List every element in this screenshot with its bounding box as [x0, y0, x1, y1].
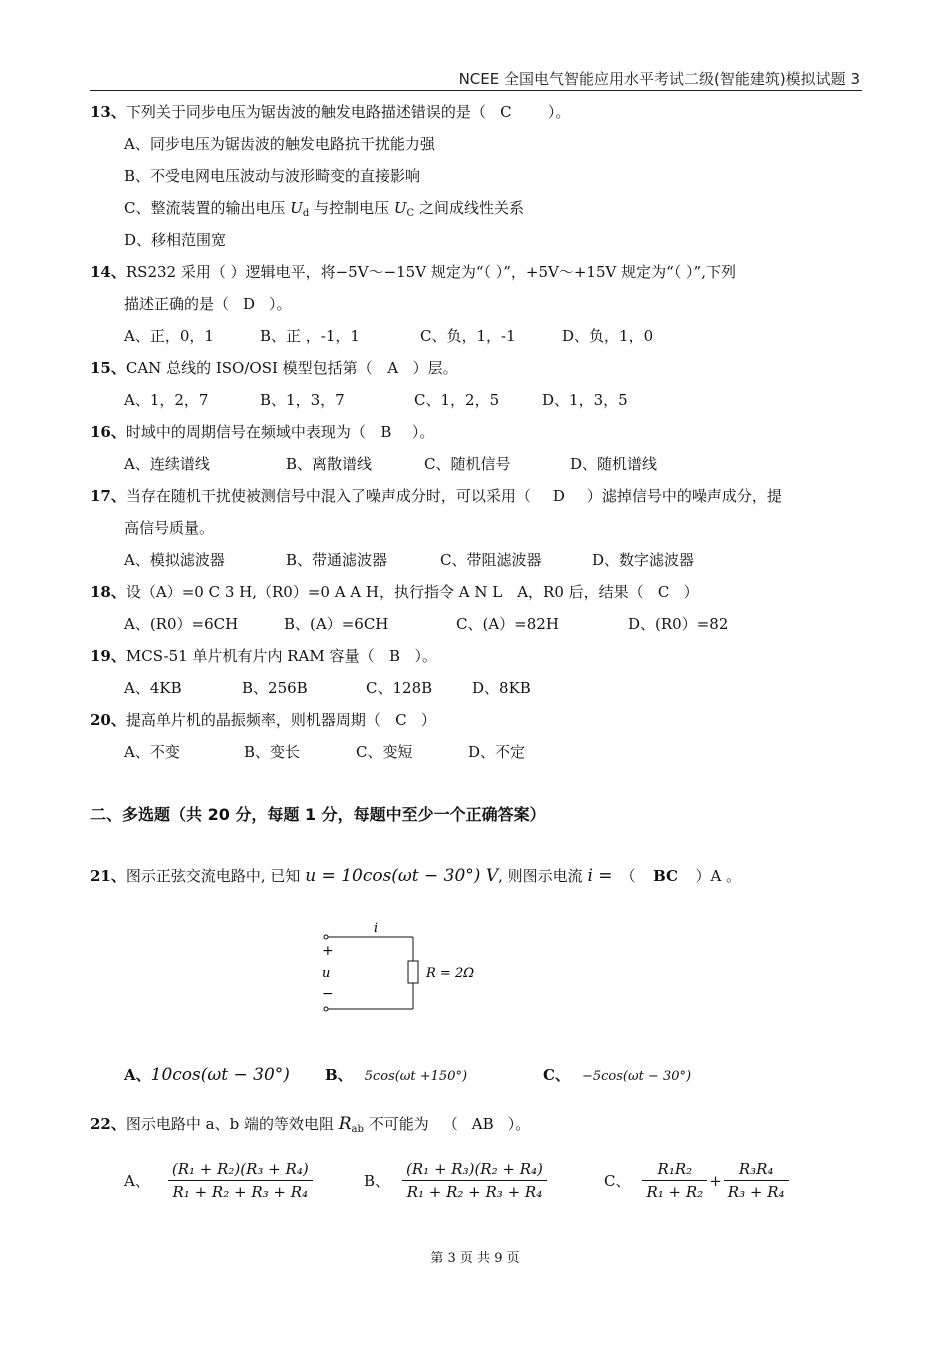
q18-number: 18、: [90, 583, 126, 601]
q21-formula: u = 10cos(ωt − 30°) V: [305, 866, 499, 886]
plus-sign: +: [322, 943, 334, 959]
header-rule: [90, 90, 862, 91]
q22-option-c: C、 $\frac{\text{R₁R₂}}{\text{R₁ + R₂}}$ + $\frac{\text{R₃R₄}}{\text{R₃ + R₄}}$: [604, 1160, 789, 1201]
current-label: i: [374, 921, 379, 936]
q14-options: A、正，0，1 B、正 ，-1，1 C、负，1，-1 D、负，1，0: [124, 327, 654, 345]
q15-number: 15、: [90, 359, 126, 377]
q22-option-a: A、 $\frac{\text{(R₁ + R₂)(R₃ + R₄)}}{\text{R₁ + R₂ + R₃ + R₄}}$: [124, 1160, 364, 1201]
q20-answer: C: [395, 711, 407, 729]
q16-answer: B: [380, 423, 392, 441]
q18-options: A、(R0）=6CH B、(A）=6CH C、(A）=82H D、(R0）=82: [124, 615, 729, 633]
q22-number: 22、: [90, 1115, 126, 1133]
q20-options: A、不变 B、变长 C、变短 D、不定: [124, 743, 526, 761]
q22-stem: 22、图示电路中 a、b 端的等效电阻 $R_{ab}$ 不可能为 （ AB ）。: [90, 1114, 531, 1135]
q18-stem: 18、设（A）=0 C 3 H,（R0）=0 A A H，执行指令 A N L A，R0 后，结果（ C ）: [90, 583, 699, 601]
q18-answer: C: [657, 583, 670, 601]
q13-option-a: A、同步电压为锯齿波的触发电路抗干扰能力强: [124, 135, 435, 153]
q22-option-b: B、 $\frac{\text{(R₁ + R₃)(R₂ + R₄)}}{\text{R₁ + R₂ + R₃ + R₄}}$: [364, 1160, 604, 1201]
q21-option-b: B、 5cos(ωt +150°): [325, 1066, 468, 1084]
q15-options: A、1，2，7 B、1，3，7 C、1，2，5 D、1，3，5: [124, 391, 628, 409]
q21-option-c: C、 −5cos(ωt − 30°): [543, 1066, 692, 1084]
page-header: NCEE 全国电气智能应用水平考试二级(智能建筑)模拟试题 3: [458, 70, 860, 88]
terminal-bottom: [324, 1007, 328, 1011]
q16-stem: 16、时域中的周期信号在频域中表现为（ B ）。: [90, 423, 435, 441]
q17-stem: 17、当存在随机干扰使被测信号中混入了噪声成分时，可以采用（ D ）滤掉信号中的噪声成分，提: [90, 487, 782, 505]
q19-number: 19、: [90, 647, 126, 665]
q16-options: A、连续谱线 B、离散谱线 C、随机信号 D、随机谱线: [124, 455, 658, 473]
q17-stem-cont: 高信号质量。: [124, 519, 215, 537]
voltage-label: u: [322, 966, 331, 981]
page-footer: 第 3 页 共 9 页: [430, 1251, 520, 1266]
q13-answer: C: [500, 103, 512, 121]
q17-answer: D: [552, 487, 565, 505]
q17-number: 17、: [90, 487, 126, 505]
section-title: 二、多选题（共 20 分，每题 1 分，每题中至少一个正确答案）: [90, 805, 546, 824]
q17-options: A、模拟滤波器 B、带通滤波器 C、带阻滤波器 D、数字滤波器: [124, 551, 695, 569]
q14-answer: D: [243, 295, 256, 313]
q19-answer: B: [388, 647, 400, 665]
q14-number: 14、: [90, 263, 126, 281]
q13-stem: 13、下列关于同步电压为锯齿波的触发电路描述错误的是（ C ）。: [90, 103, 571, 121]
q16-number: 16、: [90, 423, 126, 441]
q21-stem: 21、图示正弦交流电路中, 已知 u = 10cos(ωt − 30°) V, 则图示电流 i = （ BC ）A 。: [90, 866, 742, 886]
q13-option-d: D、移相范围宽: [124, 231, 227, 249]
q22-answer: AB: [471, 1115, 494, 1133]
q22-options: [124, 1160, 789, 1201]
terminal-top: [324, 935, 328, 939]
q20-stem: 20、提高单片机的晶振频率，则机器周期（ C ）: [90, 711, 436, 729]
resistor-symbol: [408, 961, 418, 983]
minus-sign: −: [322, 986, 334, 1002]
q13-number: 13、: [90, 103, 126, 121]
q20-number: 20、: [90, 711, 126, 729]
q21-circuit-diagram: [310, 918, 490, 1018]
q14-stem-cont: 描述正确的是（ D ）。: [124, 295, 292, 313]
q21-option-a: A、10cos(ωt − 30°): [124, 1065, 290, 1085]
q21-options: [124, 1065, 691, 1087]
q19-stem: 19、MCS-51 单片机有片内 RAM 容量（ B ）。: [90, 647, 437, 665]
q14-stem: 14、RS232 采用（ ）逻辑电平，将−5V～−15V 规定为“（ ）”，+5V～+15V 规定为“（ ）”,下列: [90, 263, 736, 281]
q15-answer: A: [387, 359, 399, 377]
q21-answer: BC: [653, 867, 678, 885]
q13-option-b: B、不受电网电压波动与波形畸变的直接影响: [124, 167, 421, 185]
q19-options: A、4KB B、256B C、128B D、8KB: [124, 679, 531, 697]
q13-option-c: C、整流装置的输出电压 $U_d$ 与控制电压 $U_C$ 之间成线性关系: [124, 199, 524, 219]
q21-number: 21、: [90, 867, 126, 885]
q15-stem: 15、CAN 总线的 ISO/OSI 模型包括第（ A ）层。: [90, 359, 458, 377]
resistor-label: R = 2Ω: [426, 966, 474, 981]
